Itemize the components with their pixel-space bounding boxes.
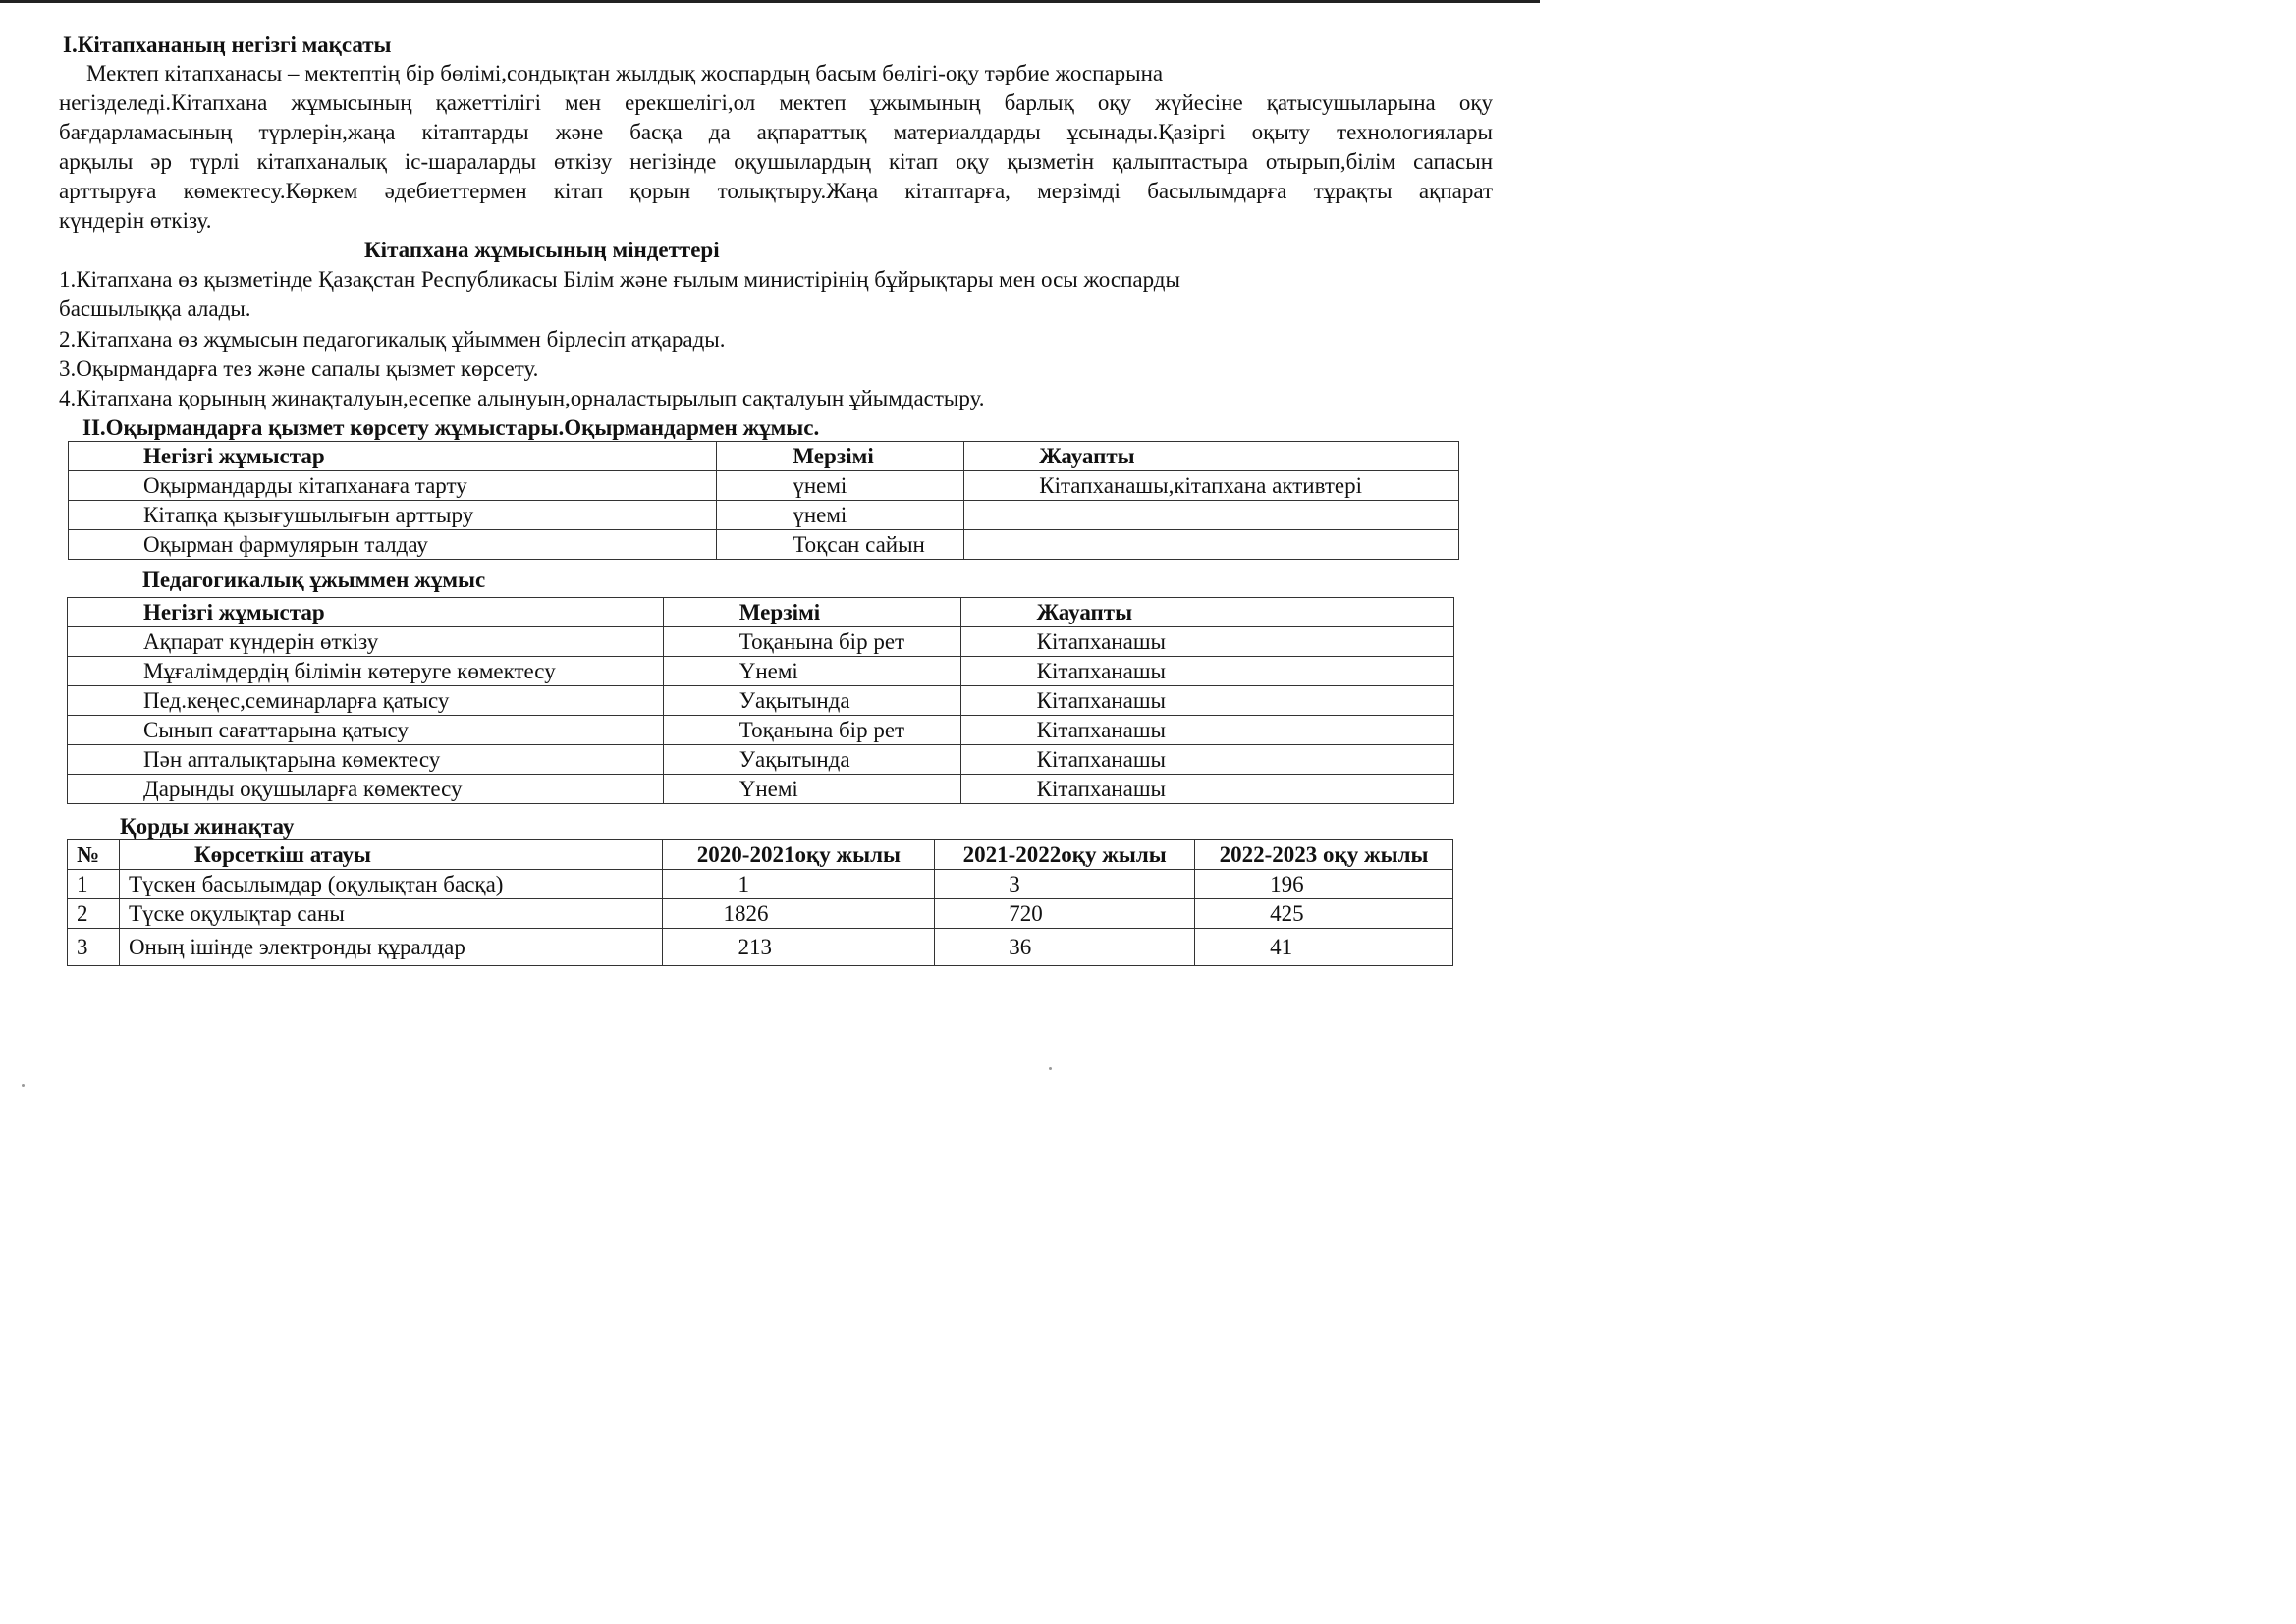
table-cell: 41 <box>1195 929 1453 966</box>
column-header: Мерзімі <box>663 598 960 627</box>
table-cell: Тоқанына бір рет <box>663 716 960 745</box>
table-row <box>69 471 1459 501</box>
table-cell: Тоқанына бір рет <box>663 627 960 657</box>
pedagogical-title: Педагогикалық ұжыммен жұмыс <box>142 568 486 592</box>
table-cell: Үнемі <box>663 775 960 804</box>
table-row <box>68 775 1454 804</box>
table-row <box>68 657 1454 686</box>
section1-line: бағдарламасының түрлерін,жаңа кітаптарды және басқа да ақпараттық материалдарды ұсынады.Қазіргі оқыту технологиялары <box>59 120 1493 144</box>
scan-speck <box>1049 1067 1052 1070</box>
table-cell <box>964 501 1459 530</box>
tasks-line: 1.Кітапхана өз қызметінде Қазақстан Республикасы Білім және ғылым министірінің бұйрықтары мен осы жоспарды <box>59 267 1180 292</box>
table-cell: Ақпарат күндерін өткізу <box>68 627 664 657</box>
table-cell: Сынып сағаттарына қатысу <box>68 716 664 745</box>
table-cell: 1826 <box>663 899 935 929</box>
table-cell <box>964 530 1459 560</box>
table-cell: Кітапханашы <box>960 627 1453 657</box>
table-cell: Түске оқулықтар саны <box>119 899 663 929</box>
tasks-line: басшылыққа алады. <box>59 297 251 321</box>
table-row <box>69 501 1459 530</box>
table-cell: Кітапханашы <box>960 716 1453 745</box>
table-cell: Оқырман фармулярын талдау <box>69 530 717 560</box>
table-header-row <box>69 442 1459 471</box>
tasks-line: 3.Оқырмандарға тез және сапалы қызмет көрсету. <box>59 356 539 381</box>
table-cell: 1 <box>663 870 935 899</box>
section1-line: Мектеп кітапханасы – мектептің бір бөлімі,сондықтан жылдық жоспардың басым бөлігі-оқу тәрбие жоспарына <box>86 61 1164 85</box>
table-cell: Дарынды оқушыларға көмектесу <box>68 775 664 804</box>
column-header: Негізгі жұмыстар <box>68 598 664 627</box>
table-row <box>68 870 1453 899</box>
table-row <box>68 899 1453 929</box>
tasks-line: 2.Кітапхана өз жұмысын педагогикалық ұйыммен бірлесіп атқарады. <box>59 327 726 352</box>
column-header: № <box>68 840 120 870</box>
table-cell: Пән апталықтарына көмектесу <box>68 745 664 775</box>
section1-line: күндерін өткізу. <box>59 208 212 233</box>
table-row <box>69 530 1459 560</box>
table-row <box>68 627 1454 657</box>
table-cell: Кітапханашы <box>960 775 1453 804</box>
column-header: Көрсеткіш атауы <box>119 840 663 870</box>
column-header: Негізгі жұмыстар <box>69 442 717 471</box>
table-header-row <box>68 598 1454 627</box>
section1-line: негізделеді.Кітапхана жұмысының қажеттілігі мен ерекшелігі,ол мектеп ұжымының барлық оқу жүйесіне қатысушыларына оқу <box>59 90 1493 115</box>
table-cell: Мұғалімдердің білімін көтеруге көмектесу <box>68 657 664 686</box>
scan-speck <box>22 1084 25 1087</box>
table-cell: Уақытында <box>663 745 960 775</box>
section1-line: арқылы әр түрлі кітапханалық іс-шараларды өткізу негізінде оқушылардың кітап оқу қызметін қалыптастыра отырып,білім сапасын <box>59 149 1493 174</box>
section2-title: ІІ.Оқырмандарға қызмет көрсету жұмыстары.Оқырмандармен жұмыс. <box>82 415 820 440</box>
table-cell: 2 <box>68 899 120 929</box>
table-cell: Кітапханашы <box>960 745 1453 775</box>
column-header: 2021-2022оқу жылы <box>935 840 1195 870</box>
table-cell: Кітапқа қызығушылығын арттыру <box>69 501 717 530</box>
table-cell: Кітапханашы,кітапхана активтері <box>964 471 1459 501</box>
pedagogical-table <box>67 597 1454 804</box>
document-page <box>0 0 1540 1089</box>
section1-line: арттыруға көмектесу.Көркем әдебиеттермен кітап қорын толықтыру.Жаңа кітаптарға, мерзімді басылымдарға тұрақты ақпарат <box>59 179 1493 203</box>
table-cell: Үнемі <box>663 657 960 686</box>
table-cell: 1 <box>68 870 120 899</box>
table-cell: 720 <box>935 899 1195 929</box>
column-header: Жауапты <box>964 442 1459 471</box>
column-header: 2022-2023 оқу жылы <box>1195 840 1453 870</box>
readers-table <box>68 441 1459 560</box>
table-cell: 36 <box>935 929 1195 966</box>
table-cell: үнемі <box>717 471 964 501</box>
table-row <box>68 745 1454 775</box>
fund-table <box>67 839 1453 966</box>
tasks-title: Кітапхана жұмысының міндеттері <box>364 238 720 262</box>
table-row <box>68 686 1454 716</box>
table-cell: 425 <box>1195 899 1453 929</box>
fund-title: Қорды жинақтау <box>120 814 295 839</box>
table-cell: Тоқсан сайын <box>717 530 964 560</box>
table-row <box>68 929 1453 966</box>
column-header: Жауапты <box>960 598 1453 627</box>
table-cell: 196 <box>1195 870 1453 899</box>
table-cell: Уақытында <box>663 686 960 716</box>
table-cell: Пед.кеңес,семинарларға қатысу <box>68 686 664 716</box>
table-cell: 3 <box>935 870 1195 899</box>
table-cell: Оқырмандарды кітапханаға тарту <box>69 471 717 501</box>
column-header: 2020-2021оқу жылы <box>663 840 935 870</box>
table-header-row <box>68 840 1453 870</box>
section1-title: І.Кітапхананың негізгі мақсаты <box>63 32 392 57</box>
tasks-line: 4.Кітапхана қорының жинақталуын,есепке алынуын,орналастырылып сақталуын ұйымдастыру. <box>59 386 985 410</box>
table-cell: Оның ішінде электронды құралдар <box>119 929 663 966</box>
table-cell: үнемі <box>717 501 964 530</box>
table-cell: 3 <box>68 929 120 966</box>
column-header: Мерзімі <box>717 442 964 471</box>
table-cell: Кітапханашы <box>960 686 1453 716</box>
table-row <box>68 716 1454 745</box>
table-cell: Түскен басылымдар (оқулықтан басқа) <box>119 870 663 899</box>
table-cell: 213 <box>663 929 935 966</box>
table-cell: Кітапханашы <box>960 657 1453 686</box>
